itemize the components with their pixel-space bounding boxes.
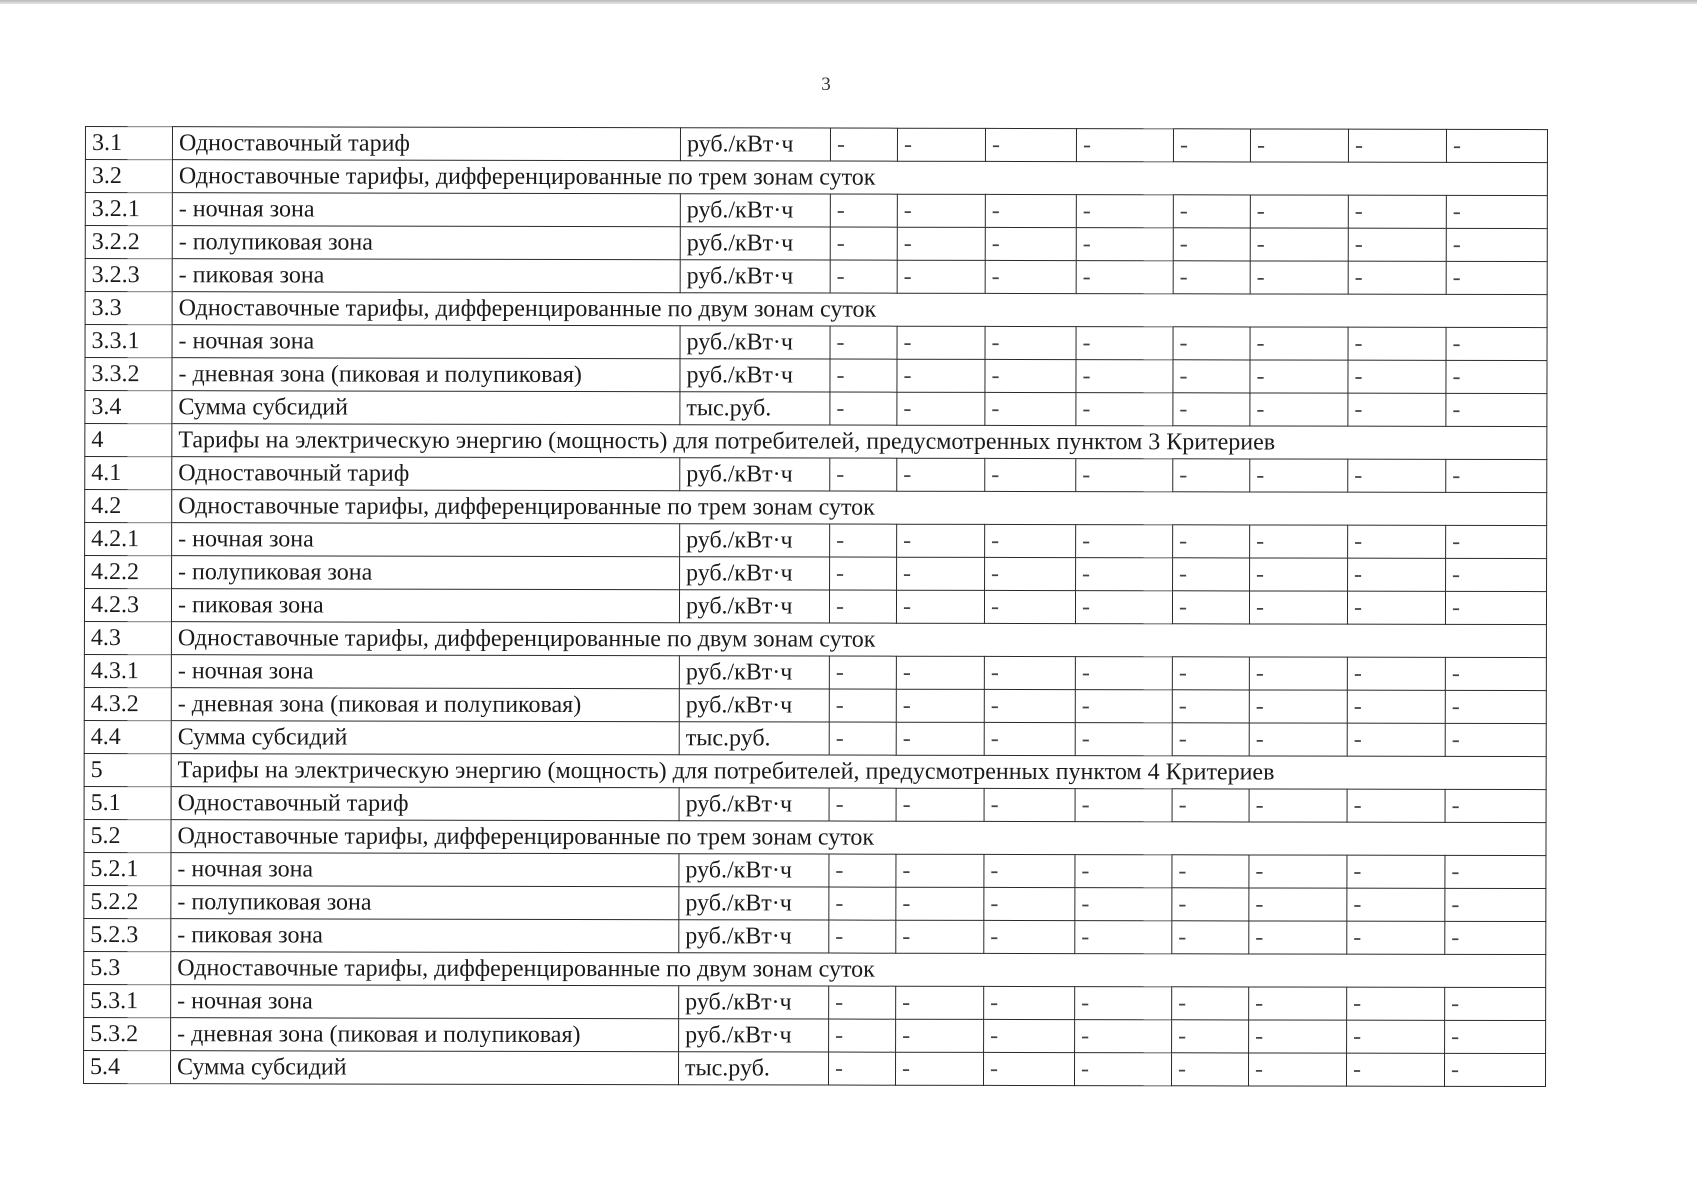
value-cell: - [1249, 888, 1347, 921]
row-name: Одноставочный тариф [172, 127, 680, 161]
value-cell: - [1446, 129, 1547, 162]
row-unit: руб./кВт·ч [679, 854, 829, 887]
value-cell: - [1445, 657, 1546, 690]
row-name: - пиковая зона [171, 919, 679, 953]
value-cell: - [896, 986, 984, 1019]
value-cell: - [896, 920, 984, 953]
value-cell: - [1347, 591, 1445, 624]
row-unit: руб./кВт·ч [680, 194, 830, 227]
row-number: 3.2.2 [85, 226, 172, 259]
row-name: Сумма субсидий [170, 1051, 678, 1085]
row-number: 4.3.2 [84, 687, 171, 720]
value-cell: - [985, 194, 1076, 227]
value-cell: - [1249, 1020, 1347, 1053]
row-unit: руб./кВт·ч [679, 689, 829, 722]
value-cell: - [896, 854, 984, 887]
value-cell: - [1075, 921, 1172, 954]
table-row [84, 687, 1546, 723]
row-number: 3.3.1 [85, 325, 172, 358]
value-cell: - [1446, 228, 1547, 261]
value-cell: - [985, 326, 1076, 359]
value-cell: - [985, 392, 1076, 425]
value-cell: - [1348, 525, 1446, 558]
value-cell: - [984, 689, 1075, 722]
section-heading: Одноставочные тарифы, дифференцированные по трем зонам суток [172, 160, 1547, 196]
table-row [85, 358, 1547, 394]
value-cell: - [1347, 789, 1445, 822]
row-number: 4.1 [85, 457, 172, 490]
row-unit: руб./кВт·ч [679, 887, 829, 920]
value-cell: - [984, 590, 1075, 623]
value-cell: - [1076, 261, 1173, 294]
value-cell: - [1348, 393, 1446, 426]
row-name: - дневная зона (пиковая и полупиковая) [172, 358, 680, 392]
value-cell: - [1173, 228, 1250, 261]
row-unit: руб./кВт·ч [680, 524, 830, 557]
value-cell: - [1076, 558, 1173, 591]
value-cell: - [1445, 888, 1546, 921]
value-cell: - [1250, 129, 1348, 162]
table-row [85, 391, 1547, 427]
row-number: 4.2.2 [85, 556, 172, 589]
row-unit: руб./кВт·ч [679, 1019, 829, 1052]
value-cell: - [1075, 888, 1172, 921]
table-row [85, 226, 1547, 262]
row-unit: руб./кВт·ч [680, 260, 830, 293]
row-number: 3.1 [85, 127, 172, 160]
value-cell: - [897, 557, 985, 590]
value-cell: - [1348, 558, 1446, 591]
value-cell: - [1446, 195, 1547, 228]
tariff-table-body [83, 127, 1547, 1087]
value-cell: - [985, 128, 1076, 161]
value-cell: - [1347, 987, 1445, 1020]
row-unit: руб./кВт·ч [680, 458, 830, 491]
value-cell: - [1173, 327, 1250, 360]
value-cell: - [897, 458, 985, 491]
row-name: - ночная зона [172, 523, 680, 557]
value-cell: - [985, 557, 1076, 590]
value-cell: - [985, 524, 1076, 557]
value-cell: - [1348, 129, 1446, 162]
value-cell: - [829, 590, 896, 623]
value-cell: - [1445, 987, 1546, 1020]
row-unit: руб./кВт·ч [680, 557, 830, 590]
section-heading: Одноставочные тарифы, дифференцированные по двум зонам суток [171, 622, 1546, 658]
row-name: - ночная зона [171, 655, 679, 689]
value-cell: - [1172, 591, 1249, 624]
value-cell: - [830, 260, 897, 293]
value-cell: - [1348, 195, 1446, 228]
row-number: 4.4 [84, 720, 171, 753]
value-cell: - [1172, 987, 1249, 1020]
value-cell: - [1347, 657, 1445, 690]
value-cell: - [1173, 129, 1250, 162]
value-cell: - [1075, 723, 1172, 756]
value-cell: - [1173, 558, 1250, 591]
value-cell: - [1347, 855, 1445, 888]
row-number: 3.2.3 [85, 259, 172, 292]
value-cell: - [1173, 525, 1250, 558]
row-name: Одноставочный тариф [171, 787, 679, 821]
value-cell: - [1074, 1053, 1171, 1086]
value-cell: - [829, 656, 896, 689]
row-number: 4.3.1 [84, 654, 171, 687]
value-cell: - [1249, 657, 1347, 690]
value-cell: - [1250, 360, 1348, 393]
value-cell: - [1249, 723, 1347, 756]
value-cell: - [984, 920, 1075, 953]
row-name: - ночная зона [172, 325, 680, 359]
value-cell: - [828, 1052, 895, 1085]
row-unit: руб./кВт·ч [680, 227, 830, 260]
value-cell: - [830, 392, 897, 425]
value-cell: - [1250, 261, 1348, 294]
value-cell: - [1348, 228, 1446, 261]
table-row [84, 984, 1546, 1020]
row-name: - ночная зона [171, 985, 679, 1019]
value-cell: - [1249, 921, 1347, 954]
value-cell: - [829, 887, 896, 920]
row-name: - пиковая зона [171, 589, 679, 623]
value-cell: - [1076, 129, 1173, 162]
row-unit: руб./кВт·ч [679, 920, 829, 953]
value-cell: - [1445, 789, 1546, 822]
value-cell: - [896, 689, 984, 722]
row-number: 3.3.2 [85, 358, 172, 391]
value-cell: - [830, 524, 897, 557]
value-cell: - [830, 557, 897, 590]
section-heading: Одноставочные тарифы, дифференцированные по трем зонам суток [172, 490, 1547, 526]
value-cell: - [983, 1052, 1074, 1085]
row-number: 5.2.3 [84, 918, 171, 951]
value-cell: - [830, 458, 897, 491]
value-cell: - [1076, 228, 1173, 261]
value-cell: - [830, 227, 897, 260]
table-row [85, 556, 1547, 592]
value-cell: - [1173, 195, 1250, 228]
value-cell: - [1446, 393, 1547, 426]
value-cell: - [1446, 525, 1547, 558]
value-cell: - [1347, 1020, 1445, 1053]
row-name: - ночная зона [171, 853, 679, 887]
value-cell: - [1172, 789, 1249, 822]
value-cell: - [1075, 690, 1172, 723]
value-cell: - [1346, 1053, 1444, 1086]
value-cell: - [897, 392, 985, 425]
tariff-table [83, 126, 1548, 1087]
row-number: 3.2.1 [85, 193, 172, 226]
value-cell: - [1075, 789, 1172, 822]
table-section-row [85, 292, 1547, 328]
value-cell: - [829, 986, 896, 1019]
value-cell: - [897, 227, 985, 260]
table-row [83, 1050, 1545, 1086]
row-name: - полупиковая зона [172, 226, 680, 260]
value-cell: - [896, 656, 984, 689]
value-cell: - [829, 788, 896, 821]
section-heading: Одноставочные тарифы, дифференцированные по двум зонам суток [172, 292, 1547, 328]
row-number: 4 [85, 424, 172, 457]
value-cell: - [1075, 855, 1172, 888]
value-cell: - [1249, 855, 1347, 888]
value-cell: - [1075, 657, 1172, 690]
section-heading: Тарифы на электрическую энергию (мощность) для потребителей, предусмотренных пунктом 3 Критериев [172, 424, 1547, 460]
value-cell: - [1173, 393, 1250, 426]
value-cell: - [984, 722, 1075, 755]
table-section-row [85, 160, 1547, 196]
value-cell: - [1250, 195, 1348, 228]
value-cell: - [1076, 525, 1173, 558]
value-cell: - [897, 194, 985, 227]
table-row [85, 193, 1547, 229]
value-cell: - [1075, 591, 1172, 624]
row-name: - дневная зона (пиковая и полупиковая) [171, 1018, 679, 1052]
value-cell: - [1445, 921, 1546, 954]
row-number: 3.4 [85, 391, 172, 424]
value-cell: - [1076, 195, 1173, 228]
value-cell: - [1076, 393, 1173, 426]
row-number: 5.3 [84, 951, 171, 984]
row-number: 5.4 [83, 1050, 170, 1083]
value-cell: - [1348, 327, 1446, 360]
row-name: - дневная зона (пиковая и полупиковая) [171, 688, 679, 722]
value-cell: - [896, 722, 984, 755]
row-number: 5.2.2 [84, 885, 171, 918]
value-cell: - [830, 359, 897, 392]
row-unit: тыс.руб. [679, 722, 829, 755]
value-cell: - [1172, 921, 1249, 954]
row-unit: руб./кВт·ч [680, 326, 830, 359]
row-name: Сумма субсидий [171, 721, 679, 755]
value-cell: - [1172, 657, 1249, 690]
section-heading: Тарифы на электрическую энергию (мощность) для потребителей, предусмотренных пунктом 4 Критериев [171, 754, 1546, 790]
value-cell: - [984, 887, 1075, 920]
table-row [84, 786, 1546, 822]
value-cell: - [1172, 888, 1249, 921]
value-cell: - [1173, 459, 1250, 492]
value-cell: - [1444, 1053, 1545, 1086]
value-cell: - [1249, 789, 1347, 822]
row-number: 4.2.1 [85, 523, 172, 556]
value-cell: - [1445, 723, 1546, 756]
row-unit: руб./кВт·ч [679, 986, 829, 1019]
table-row [84, 654, 1546, 690]
row-name: - полупиковая зона [171, 886, 679, 920]
table-row [84, 885, 1546, 921]
value-cell: - [829, 920, 896, 953]
row-unit: тыс.руб. [678, 1052, 828, 1085]
table-section-row [85, 424, 1547, 460]
row-number: 3.2 [85, 160, 172, 193]
value-cell: - [1250, 525, 1348, 558]
value-cell: - [1445, 855, 1546, 888]
table-row [85, 523, 1547, 559]
row-unit: тыс.руб. [680, 392, 830, 425]
table-row [84, 852, 1546, 888]
table-row [84, 1017, 1546, 1053]
value-cell: - [1445, 690, 1546, 723]
row-name: - пиковая зона [172, 259, 680, 293]
value-cell: - [1249, 690, 1347, 723]
value-cell: - [896, 788, 984, 821]
row-number: 5.2 [84, 819, 171, 852]
value-cell: - [1446, 558, 1547, 591]
value-cell: - [829, 854, 896, 887]
row-number: 5.1 [84, 786, 171, 819]
value-cell: - [1446, 327, 1547, 360]
row-name: Сумма субсидий [172, 391, 680, 425]
value-cell: - [1249, 591, 1347, 624]
table-section-row [85, 490, 1547, 526]
value-cell: - [1348, 261, 1446, 294]
value-cell: - [1075, 987, 1172, 1020]
table-row [85, 325, 1547, 361]
value-cell: - [984, 788, 1075, 821]
table-row [85, 259, 1547, 295]
value-cell: - [1248, 1053, 1346, 1086]
table-section-row [84, 753, 1546, 789]
value-cell: - [1172, 855, 1249, 888]
value-cell: - [1250, 327, 1348, 360]
value-cell: - [1076, 459, 1173, 492]
value-cell: - [1445, 591, 1546, 624]
row-unit: руб./кВт·ч [680, 359, 830, 392]
row-name: - полупиковая зона [172, 556, 680, 590]
value-cell: - [985, 359, 1076, 392]
row-number: 3.3 [85, 292, 172, 325]
value-cell: - [984, 854, 1075, 887]
page-number: 3 [821, 74, 831, 95]
value-cell: - [1075, 1020, 1172, 1053]
value-cell: - [897, 260, 985, 293]
value-cell: - [897, 359, 985, 392]
value-cell: - [830, 194, 897, 227]
row-number: 5 [84, 753, 171, 786]
value-cell: - [896, 1019, 984, 1052]
row-unit: руб./кВт·ч [679, 656, 829, 689]
value-cell: - [1172, 1020, 1249, 1053]
table-section-row [84, 819, 1546, 855]
value-cell: - [1347, 921, 1445, 954]
value-cell: - [829, 1019, 896, 1052]
value-cell: - [1172, 690, 1249, 723]
table-section-row [84, 621, 1546, 657]
value-cell: - [1250, 558, 1348, 591]
value-cell: - [830, 128, 897, 161]
value-cell: - [985, 227, 1076, 260]
row-number: 4.2 [85, 490, 172, 523]
value-cell: - [896, 590, 984, 623]
row-unit: руб./кВт·ч [679, 788, 829, 821]
row-number: 5.3.1 [84, 984, 171, 1017]
value-cell: - [897, 128, 985, 161]
value-cell: - [830, 326, 897, 359]
value-cell: - [897, 326, 985, 359]
section-heading: Одноставочные тарифы, дифференцированные по двум зонам суток [171, 952, 1546, 988]
value-cell: - [829, 722, 896, 755]
value-cell: - [985, 458, 1076, 491]
value-cell: - [1348, 360, 1446, 393]
value-cell: - [1445, 1020, 1546, 1053]
table-row [84, 720, 1546, 756]
value-cell: - [1249, 987, 1347, 1020]
value-cell: - [1173, 360, 1250, 393]
value-cell: - [1250, 459, 1348, 492]
row-unit: руб./кВт·ч [679, 590, 829, 623]
value-cell: - [1171, 1053, 1248, 1086]
row-number: 4.3 [84, 621, 171, 654]
value-cell: - [1076, 360, 1173, 393]
row-number: 4.2.3 [84, 589, 171, 622]
value-cell: - [1076, 327, 1173, 360]
value-cell: - [984, 1019, 1075, 1052]
value-cell: - [985, 260, 1076, 293]
value-cell: - [1250, 228, 1348, 261]
value-cell: - [1250, 393, 1348, 426]
value-cell: - [984, 656, 1075, 689]
value-cell: - [1446, 360, 1547, 393]
table-row [85, 457, 1547, 493]
table-section-row [84, 951, 1546, 987]
value-cell: - [1446, 459, 1547, 492]
value-cell: - [1347, 723, 1445, 756]
table-row [85, 127, 1547, 163]
value-cell: - [984, 986, 1075, 1019]
value-cell: - [897, 524, 985, 557]
table-row [84, 918, 1546, 954]
row-unit: руб./кВт·ч [680, 128, 830, 161]
row-number: 5.3.2 [84, 1017, 171, 1050]
section-heading: Одноставочные тарифы, дифференцированные по трем зонам суток [171, 820, 1546, 856]
value-cell: - [829, 689, 896, 722]
value-cell: - [1446, 261, 1547, 294]
value-cell: - [896, 887, 984, 920]
row-name: Одноставочный тариф [172, 457, 680, 491]
scan-edge [0, 0, 1697, 4]
value-cell: - [895, 1052, 983, 1085]
value-cell: - [1173, 261, 1250, 294]
row-number: 5.2.1 [84, 852, 171, 885]
value-cell: - [1172, 723, 1249, 756]
value-cell: - [1347, 888, 1445, 921]
table-row [84, 589, 1546, 625]
value-cell: - [1347, 690, 1445, 723]
value-cell: - [1348, 459, 1446, 492]
row-name: - ночная зона [172, 193, 680, 227]
